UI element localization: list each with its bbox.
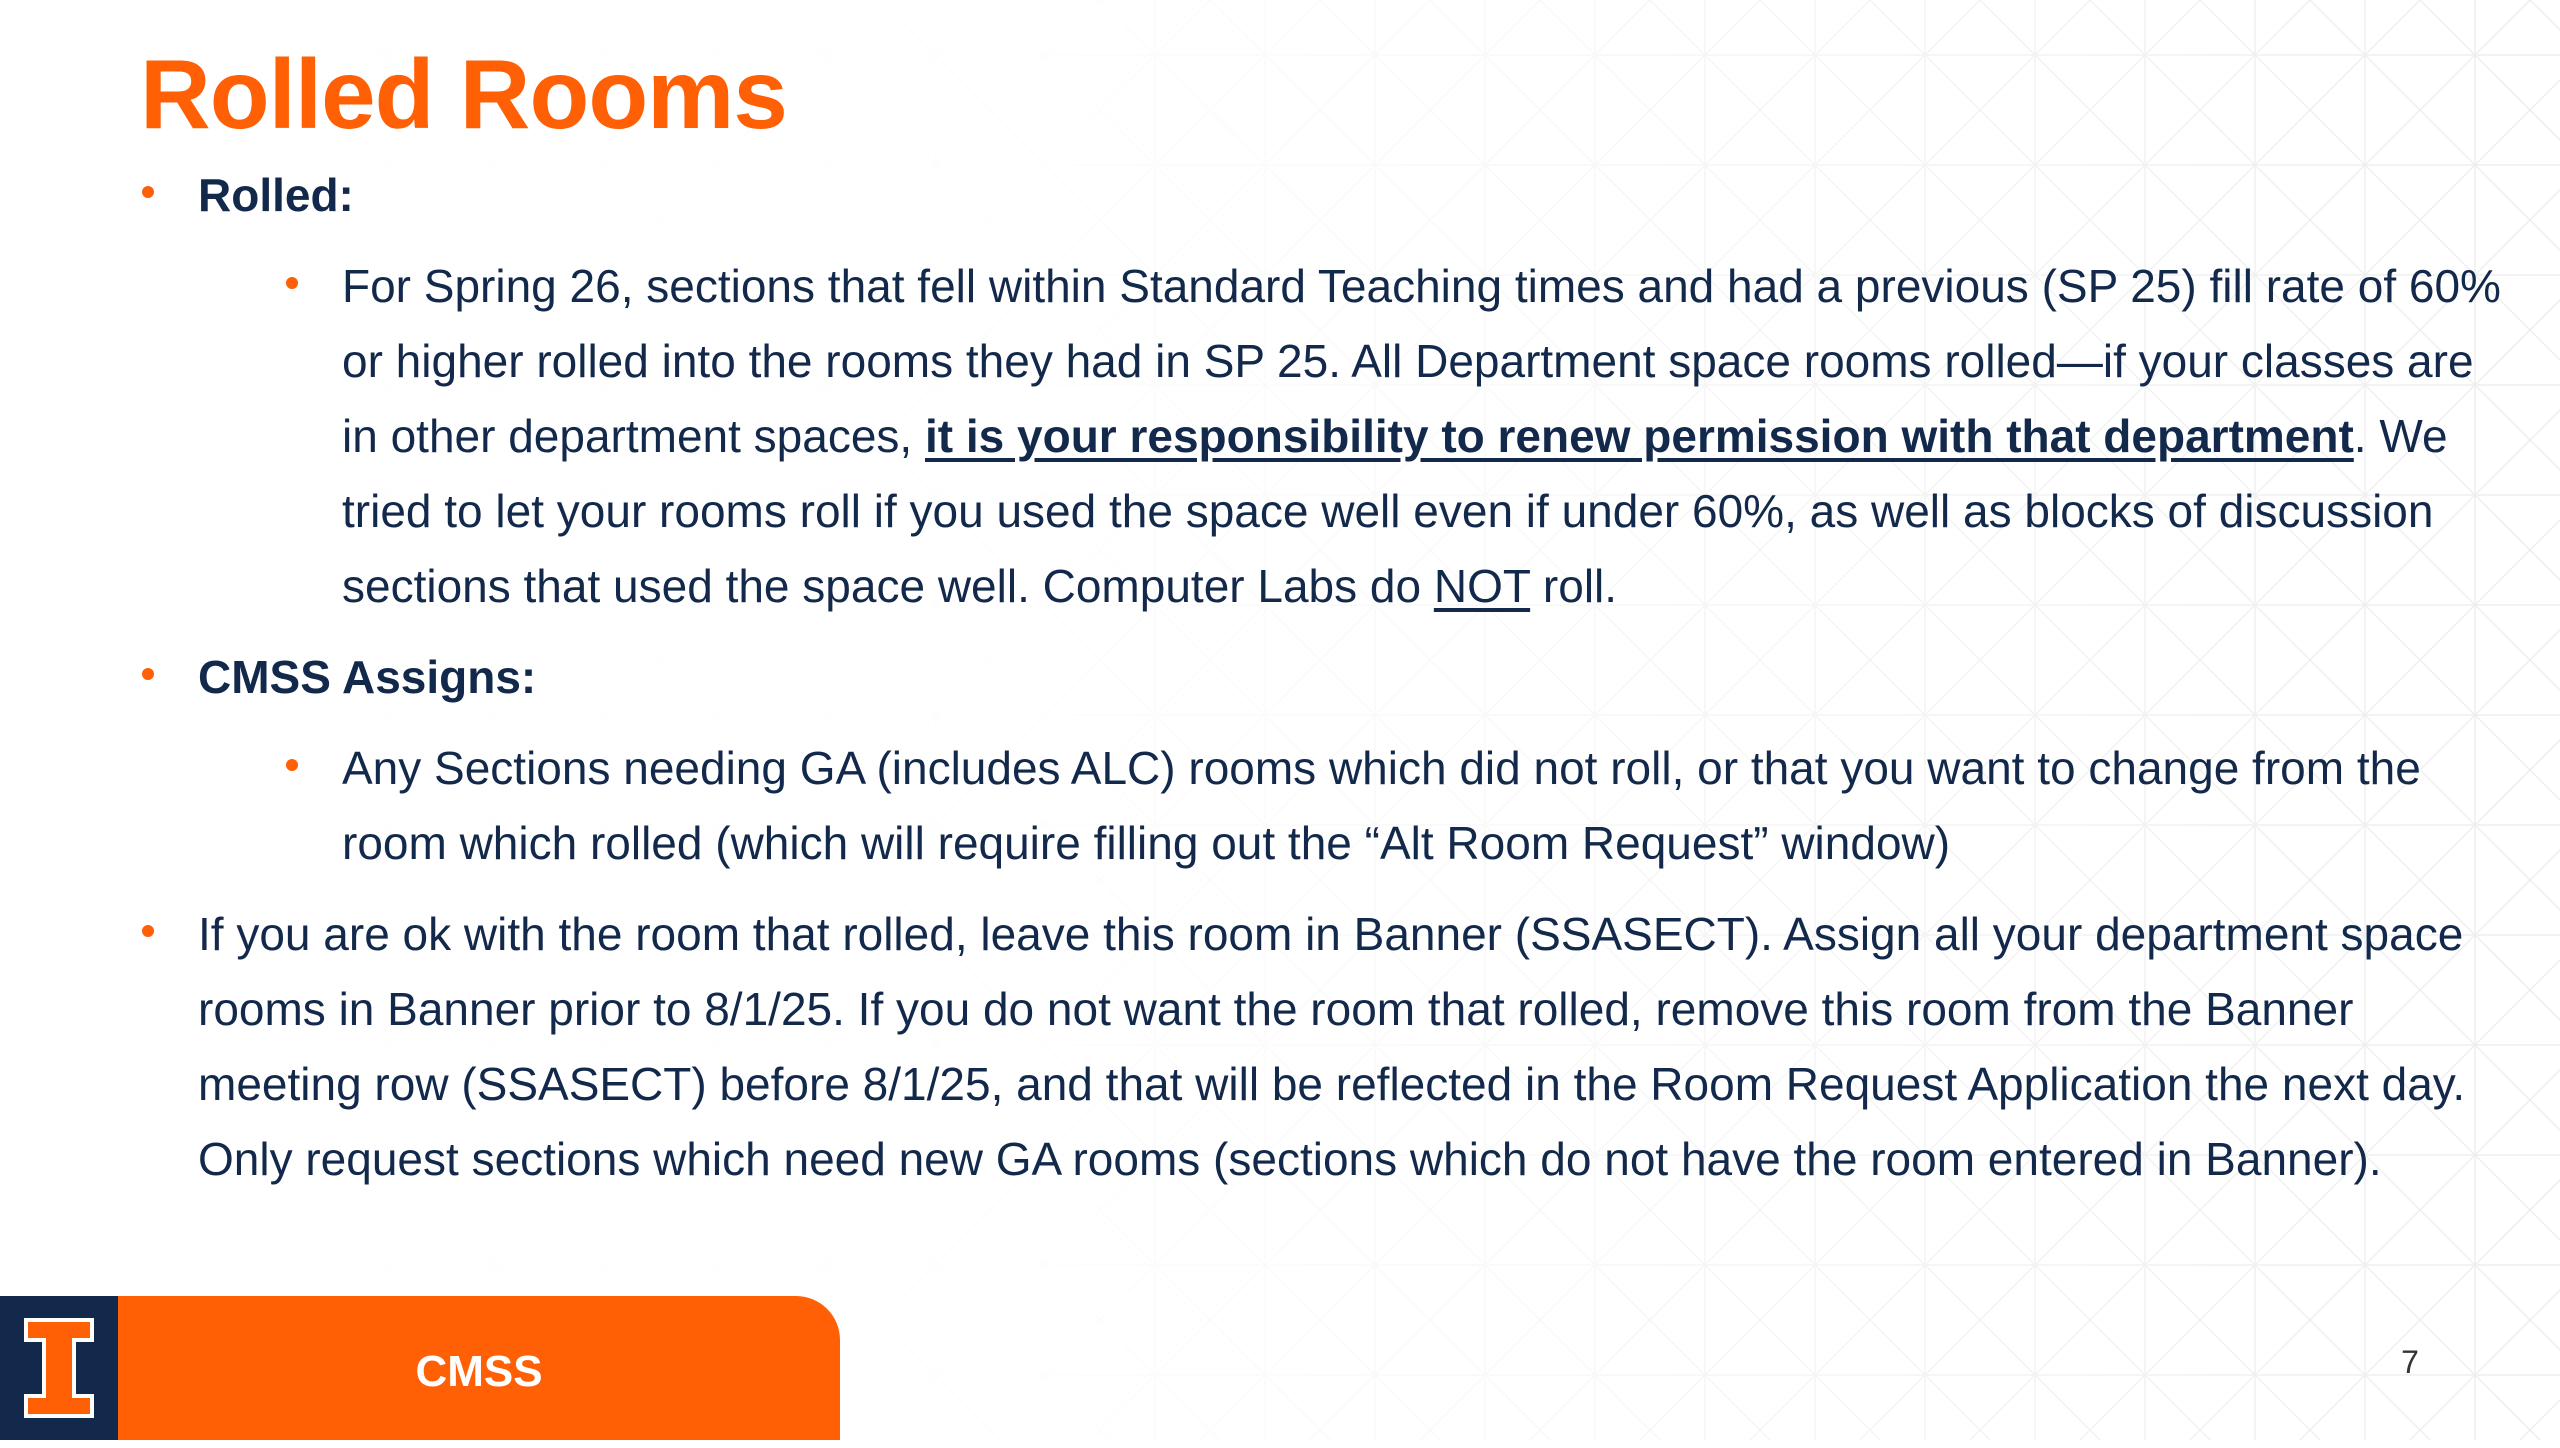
bullet-cmss-assigns xyxy=(198,640,2468,715)
banner-note-text: If you are ok with the room that rolled, leave this room in Banner (SSASECT). Assign all your department space rooms in Banner prior to 8/1/25. If you do not want the room that rolled, remove this room from the Banner meeting row (SSASECT) before 8/1/25, and that will be reflected in the Room Request Application the next day. Only request sections which need new GA rooms (sections which do not have the room entered in Banner). xyxy=(198,908,2466,1185)
bullet-rolled-detail xyxy=(342,249,2502,624)
bullet-rolled xyxy=(198,158,2468,233)
responsibility-emphasis: it is your responsibility to renew permission with that department xyxy=(925,410,2354,462)
bullet-dot xyxy=(286,277,298,289)
bullet-cmss-detail xyxy=(342,731,2502,881)
not-emphasis: NOT xyxy=(1433,560,1531,612)
cmss-detail-text: Any Sections needing GA (includes ALC) rooms which did not roll, or that you want to change from the room which rolled (which will require filling out the “Alt Room Request” window) xyxy=(342,742,2421,869)
bullet-dot xyxy=(142,925,154,937)
footer-label: CMSS xyxy=(415,1347,543,1396)
bullet-heading-cmss-assigns: CMSS Assigns: xyxy=(198,651,537,703)
rolled-detail-text-cont: . We tried to let your rooms roll if you used the space well even if under 60%, as well as blocks of discussion sections that used the space well. Computer Labs do xyxy=(342,410,2448,612)
rolled-detail-text-end: roll. xyxy=(1530,560,1618,612)
block-i-logo xyxy=(0,1296,118,1440)
bullet-dot xyxy=(142,668,154,680)
bullet-banner-note xyxy=(198,897,2468,1197)
slide-title: Rolled Rooms xyxy=(140,39,787,149)
bullet-heading-rolled: Rolled: xyxy=(198,169,354,221)
page-number: 7 xyxy=(2401,1344,2419,1380)
footer-bar xyxy=(118,1296,840,1440)
rolled-detail-text: For Spring 26, sections that fell within Standard Teaching times and had a previous (SP 25) fill rate of 60% or higher rolled into the rooms they had in SP 25. All Department space rooms rolled—if your classes are in other department spaces, xyxy=(342,260,2501,462)
bullet-dot xyxy=(142,186,154,198)
block-i-icon xyxy=(0,1296,118,1440)
bullet-dot xyxy=(286,759,298,771)
